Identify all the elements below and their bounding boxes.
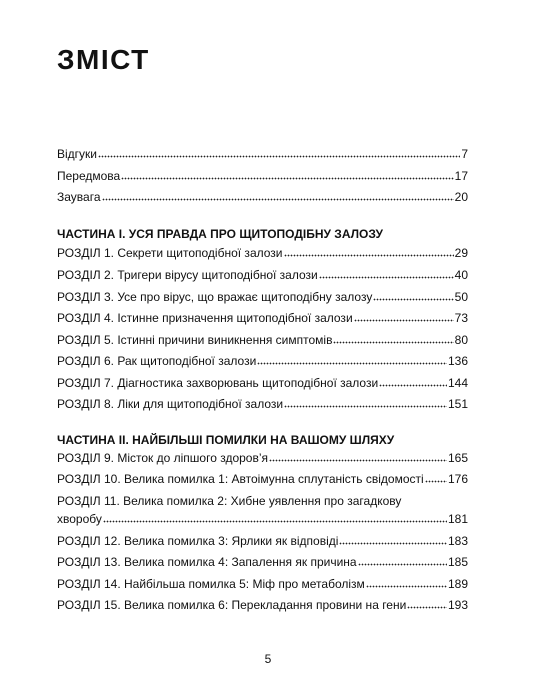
toc-page-number: 144 xyxy=(447,376,468,390)
toc-entry-label: РОЗДІЛ 7. Діагностика захворювань щитоподібної залози xyxy=(57,376,379,390)
toc-entry-chapter-10[interactable] xyxy=(57,470,468,488)
dot-leader xyxy=(407,598,447,609)
toc-page-number: 136 xyxy=(447,354,468,368)
toc-page-number: 40 xyxy=(454,268,468,282)
toc-entry-chapter-14[interactable] xyxy=(57,575,468,593)
toc-entry-label: Заувага xyxy=(57,190,101,204)
toc-entry-chapter-4[interactable] xyxy=(57,309,468,327)
toc-entry-label: РОЗДІЛ 5. Істинні причини виникнення симптомів xyxy=(57,333,333,347)
dot-leader xyxy=(102,190,454,201)
toc-page-number: 17 xyxy=(454,169,468,183)
toc-page-number: 183 xyxy=(447,534,468,548)
page-title: ЗМІСТ xyxy=(57,44,150,75)
toc-page-number: 20 xyxy=(454,190,468,204)
toc-entry-chapter-11-line-1[interactable]: РОЗДІЛ 11. Велика помилка 2: Хибне уявлення про загадкову xyxy=(57,494,402,508)
toc-entry-label: РОЗДІЛ 3. Усе про вірус, що вражає щитоподібну залозу xyxy=(57,290,373,304)
toc-entry-label: РОЗДІЛ 4. Істинне призначення щитоподібної залози xyxy=(57,311,353,325)
toc-entry-label: РОЗДІЛ 2. Тригери вірусу щитоподібної залози xyxy=(57,268,318,282)
dot-leader xyxy=(121,169,453,180)
dot-leader xyxy=(358,555,447,566)
toc-entry-chapter-11[interactable] xyxy=(57,510,468,528)
part-1-heading: ЧАСТИНА I. УСЯ ПРАВДА ПРО ЩИТОПОДІБНУ ЗАЛОЗУ xyxy=(57,227,383,241)
toc-entry-label: Передмова xyxy=(57,169,121,183)
toc-page-number: 73 xyxy=(454,311,468,325)
toc-page-number: 181 xyxy=(447,512,468,526)
toc-entry-label: РОЗДІЛ 13. Велика помилка 4: Запалення як причина xyxy=(57,555,357,569)
toc-page-number: 185 xyxy=(447,555,468,569)
toc-entry-label: РОЗДІЛ 6. Рак щитоподібної залози xyxy=(57,354,257,368)
dot-leader xyxy=(98,147,460,158)
toc-entry-chapter-6[interactable] xyxy=(57,352,468,370)
toc-entry-chapter-3[interactable] xyxy=(57,288,468,306)
toc-entry-chapter-2[interactable] xyxy=(57,266,468,284)
toc-entry-label: РОЗДІЛ 9. Місток до ліпшого здоров’я xyxy=(57,451,269,465)
toc-entry-chapter-5[interactable] xyxy=(57,331,468,349)
toc-entry-chapter-15[interactable] xyxy=(57,596,468,614)
toc-entry-chapter-12[interactable] xyxy=(57,532,468,550)
toc-entry-chapter-8[interactable] xyxy=(57,395,468,413)
dot-leader xyxy=(269,451,447,462)
toc-page-number: 176 xyxy=(447,472,468,486)
toc-page-number: 165 xyxy=(447,451,468,465)
toc-page-number: 50 xyxy=(454,290,468,304)
toc-page-number: 29 xyxy=(454,246,468,260)
toc-entry-label: РОЗДІЛ 8. Ліки для щитоподібної залози xyxy=(57,397,284,411)
dot-leader xyxy=(333,333,453,344)
toc-entry-note[interactable] xyxy=(57,188,468,206)
toc-page-number: 7 xyxy=(461,147,468,161)
toc-page-number: 151 xyxy=(447,397,468,411)
toc-page-number: 193 xyxy=(447,598,468,612)
toc-entry-label: РОЗДІЛ 14. Найбільша помилка 5: Міф про метаболізм xyxy=(57,577,365,591)
dot-leader xyxy=(284,246,454,257)
dot-leader xyxy=(103,512,447,523)
toc-entry-foreword[interactable] xyxy=(57,167,468,185)
toc-entry-label: РОЗДІЛ 12. Велика помилка 3: Ярлики як відповіді xyxy=(57,534,339,548)
dot-leader xyxy=(425,472,447,483)
dot-leader xyxy=(257,354,447,365)
toc-entry-label: Відгуки xyxy=(57,147,98,161)
toc-entry-chapter-9[interactable] xyxy=(57,449,468,467)
dot-leader xyxy=(284,397,447,408)
part-2-heading: ЧАСТИНА II. НАЙБІЛЬШІ ПОМИЛКИ НА ВАШОМУ ШЛЯХУ xyxy=(57,433,395,447)
dot-leader xyxy=(339,534,447,545)
toc-page-number: 80 xyxy=(454,333,468,347)
toc-entry-label: РОЗДІЛ 10. Велика помилка 1: Автоімунна сплутаність свідомості xyxy=(57,472,424,486)
toc-entry-chapter-7[interactable] xyxy=(57,374,468,392)
dot-leader xyxy=(379,376,447,387)
toc-entry-chapter-1[interactable] xyxy=(57,244,468,262)
dot-leader xyxy=(366,577,447,588)
toc-entry-label: РОЗДІЛ 1. Секрети щитоподібної залози xyxy=(57,246,283,260)
dot-leader xyxy=(319,268,454,279)
toc-entry-label: РОЗДІЛ 15. Велика помилка 6: Перекладання провини на гени xyxy=(57,598,407,612)
toc-entry-label: хворобу xyxy=(57,512,102,526)
toc-entry-chapter-13[interactable] xyxy=(57,553,468,571)
toc-page-number: 189 xyxy=(447,577,468,591)
dot-leader xyxy=(354,311,454,322)
page-number: 5 xyxy=(264,652,272,666)
toc-entry-reviews[interactable] xyxy=(57,145,468,163)
dot-leader xyxy=(373,290,453,301)
